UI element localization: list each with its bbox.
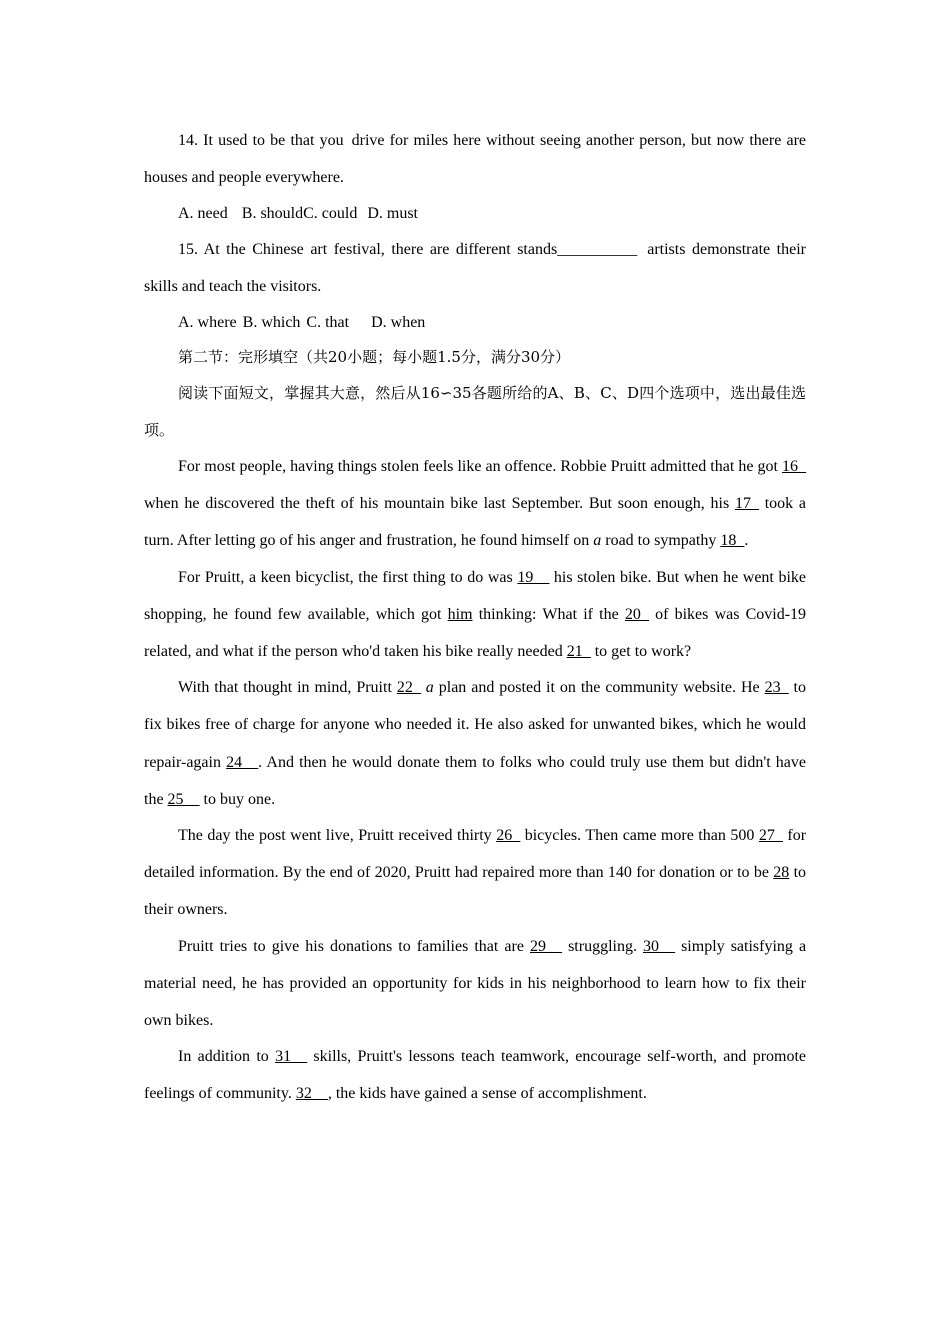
option-a: A. where (178, 314, 237, 331)
passage-paragraph-1: For most people, having things stolen feels like an offence. Robbie Pruitt admitted that he got 16_ when he discovered the theft of his mountain bike last September. But soon enough, his 17_ took a turn. After letting go of his anger and frustration, he found himself on a road to sympathy 18_. (144, 458, 807, 550)
question-15-options (144, 305, 806, 340)
blank-31: 31__ (275, 1048, 308, 1066)
passage-paragraph-6: In addition to 31__ skills, Pruitt's lessons teach teamwork, encourage self-worth, and promote feelings of community. 32__, the kids have gained a sense of accomplishment. (144, 1048, 807, 1103)
option-b: B. which (242, 314, 301, 331)
passage-paragraph-4: The day the post went live, Pruitt received thirty 26_ bicycles. Then came more than 500 27_ for detailed information. By the end of 2020, Pruitt had repaired more than 140 for donation or to be 28 to their owners. (144, 827, 807, 919)
blank-24: 24__ (226, 753, 259, 771)
question-14-stem: 14. It used to be that you drive for miles here without seeing another person, but now there are houses and people everywhere. (144, 132, 807, 186)
question-15-blank: __________ (557, 241, 638, 258)
blank-22: 22_ (396, 679, 421, 697)
blank-29: 29__ (530, 937, 562, 955)
passage-paragraph-3: With that thought in mind, Pruitt 22_ a plan and posted it on the community website. He 23_ to fix bikes free of charge for anyone who needed it. He also asked for unwanted bikes, which he would repair-again 24__. And then he would donate them to folks who could truly use them but didn't have the 25__ to buy one. (144, 679, 807, 808)
option-c: C. could (303, 205, 358, 222)
blank-26: 26_ (496, 827, 521, 845)
blank-20: 20_ (624, 605, 649, 623)
question-15-stem: 15. At the Chinese art festival, there are different stands__________ artists demonstrate their skills and teach the visitors. (144, 241, 807, 295)
section-2-instruction: 阅读下面短文，掌握其大意，然后从16∽35各题所给的A、B、C、D四个选项中，选出最佳选项。 (144, 384, 806, 439)
option-a: A. need (178, 205, 228, 222)
question-14-options (144, 196, 806, 231)
blank-25: 25__ (167, 790, 200, 808)
blank-17: 17_ (734, 495, 759, 513)
passage-paragraph-2: For Pruitt, a keen bicyclist, the first thing to do was 19__ his stolen bike. But when he went bike shopping, he found few available, which got him thinking: What if the 20_ of bikes was Covid-19 related, and what if the person who'd taken his bike really needed 21_ to get to work? (144, 568, 807, 661)
blank-19: 19__ (517, 568, 550, 586)
option-c: C. that (306, 314, 350, 331)
blank-32: 32__ (295, 1085, 328, 1103)
blank-28: 28 (773, 864, 790, 882)
blank-23: 23_ (764, 679, 789, 697)
blank-18: 18_ (720, 532, 745, 550)
option-d: D. must (367, 205, 418, 222)
content-column (144, 122, 806, 1113)
blank-16: 16_ (782, 458, 807, 475)
passage-paragraph-5: Pruitt tries to give his donations to families that are 29__ struggling. 30__ simply satisfying a material need, he has provided an opportunity for kids in his neighborhood to learn how to fix their own bikes. (144, 937, 807, 1030)
blank-30: 30__ (643, 937, 676, 955)
option-d: D. when (371, 314, 426, 331)
underlined-him: him (447, 605, 473, 623)
section-2-heading: 第二节：完形填空（共20小题；每小题1.5分，满分30分） (178, 348, 571, 366)
option-b: B. should (241, 205, 304, 222)
blank-21: 21_ (566, 643, 591, 661)
blank-27: 27_ (758, 827, 783, 845)
